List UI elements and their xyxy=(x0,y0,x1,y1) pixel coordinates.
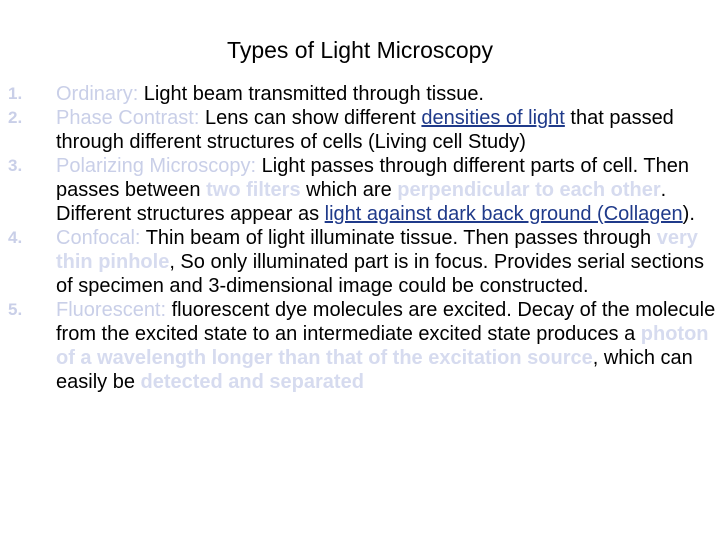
item-text: that passed through different structures of cells (Living cell Study) xyxy=(56,107,674,153)
item-term: Confocal: xyxy=(56,227,141,249)
item-term: Ordinary: xyxy=(56,83,139,105)
slide-title: Types of Light Microscopy xyxy=(227,37,493,63)
item-text: ). xyxy=(682,203,695,225)
item-term: Fluorescent: xyxy=(56,299,167,321)
highlight-text: very thin pinhole xyxy=(56,227,698,273)
item-text: Thin beam of light illuminate tissue. Then passes through xyxy=(140,227,657,249)
list-item-fluorescent xyxy=(8,298,720,394)
item-text: , So only illuminated part is in focus. Provides serial sections of specimen and 3-dimensional image could be constructed. xyxy=(56,251,704,297)
item-text: which are xyxy=(300,179,398,201)
item-text: . Different structures appear as xyxy=(56,179,667,225)
item-text: Lens can show different xyxy=(199,107,422,129)
highlight-text: two filters xyxy=(206,179,301,201)
list-item-phase-contrast xyxy=(8,106,720,154)
collagen-link[interactable]: light against dark back ground (Collagen xyxy=(324,203,683,225)
list-item-ordinary xyxy=(8,82,720,106)
highlight-text: photon of a wavelength longer than that of the excitation source xyxy=(56,323,709,369)
list-item-polarizing xyxy=(8,154,720,226)
item-term: Polarizing Microscopy: xyxy=(56,155,257,177)
microscopy-types-list xyxy=(8,82,720,394)
item-term: Phase Contrast: xyxy=(56,107,200,129)
item-number: 5. xyxy=(8,300,23,319)
item-text: fluorescent dye molecules are excited. Decay of the molecule from the excited state to an intermediate excited state produces a xyxy=(56,299,716,345)
item-number: 4. xyxy=(8,228,23,247)
item-number: 2. xyxy=(8,108,23,127)
highlight-text: detected and separated xyxy=(140,371,364,393)
highlight-text: perpendicular to each other xyxy=(397,179,661,201)
list-item-confocal xyxy=(8,226,720,298)
item-number: 1. xyxy=(8,84,23,103)
item-text: Light beam transmitted through tissue. xyxy=(138,83,484,105)
densities-of-light-link[interactable]: densities of light xyxy=(421,107,565,129)
item-text: Light passes through different parts of cell. Then passes between xyxy=(56,155,689,201)
item-text: , which can easily be xyxy=(56,347,693,393)
item-number: 3. xyxy=(8,156,23,175)
